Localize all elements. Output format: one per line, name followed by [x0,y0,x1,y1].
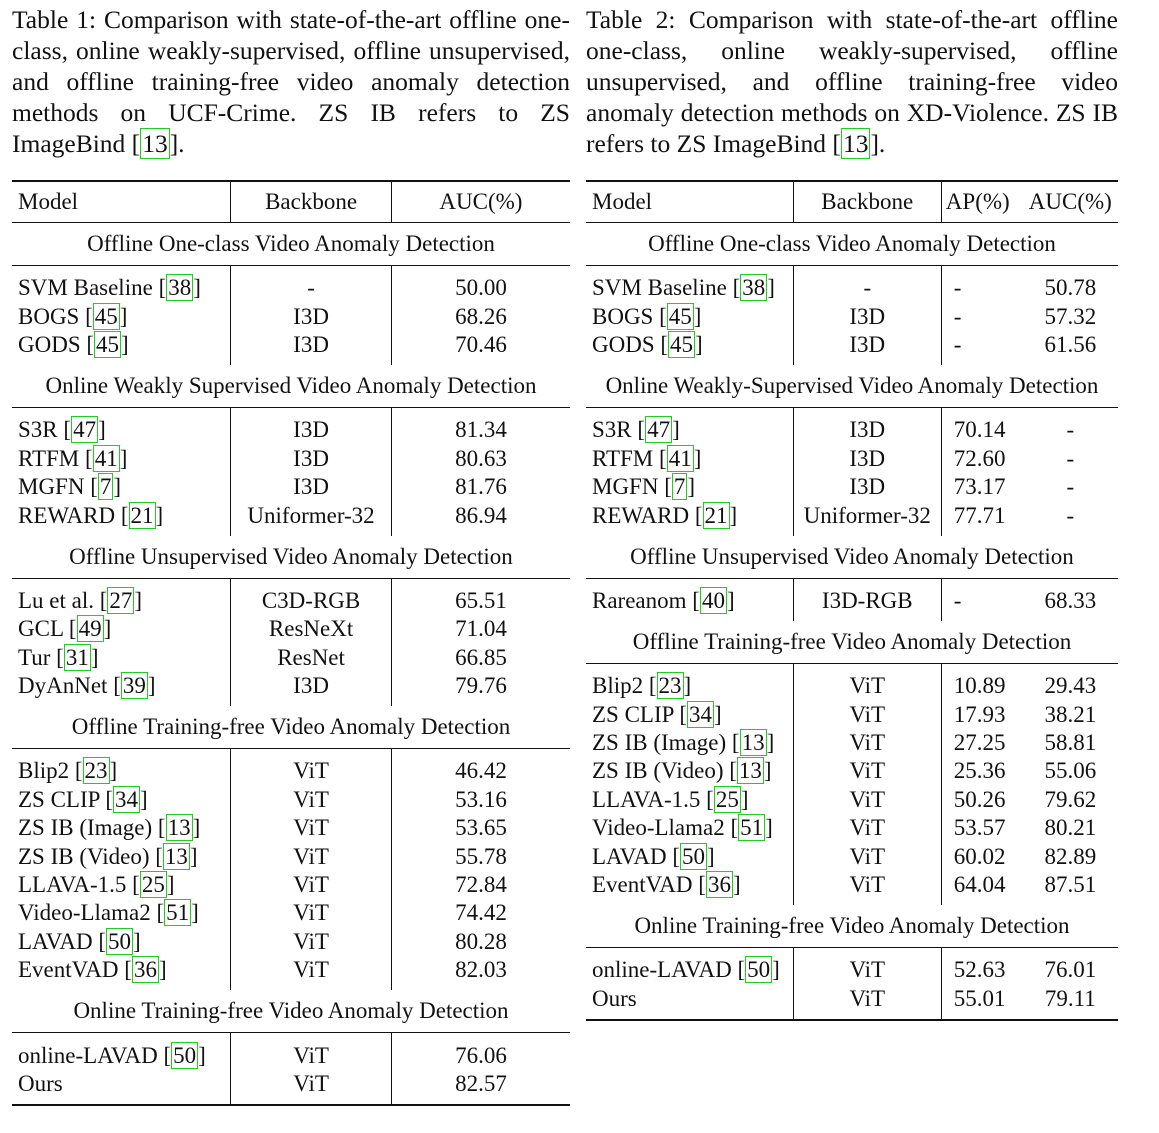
auc-cell: - [1066,474,1075,500]
table-row [586,445,1118,473]
citation-link[interactable]: 39 [122,673,146,699]
table-row [12,1070,570,1105]
citation-link[interactable]: 34 [689,701,712,727]
backbone-cell: Uniformer-32 [793,501,941,535]
model-name: RTFM [18,445,80,471]
backbone-cell: ViT [793,729,941,757]
citation-link[interactable]: 50 [747,957,771,983]
section-title: Offline One-class Video Anomaly Detection [12,223,570,266]
model-name: EventVAD [18,957,119,983]
model-name: DyAnNet [18,673,108,699]
model-cell: LAVAD [50] [592,843,715,869]
auc-cell: - [1066,417,1075,443]
backbone-cell: ViT [793,842,941,870]
citation-link[interactable]: 50 [681,843,705,869]
auc-cell: 81.76 [455,474,507,500]
citation-link[interactable]: 47 [73,417,97,443]
auc-cell: 29.43 [1044,673,1097,699]
table-row [12,749,570,786]
backbone-cell: ViT [231,786,392,814]
citation-link[interactable]: 47 [647,417,671,443]
model-cell: GODS [45] [592,331,703,357]
auc-cell: 68.26 [455,303,507,329]
backbone-cell: ViT [231,1070,392,1105]
auc-cell: 87.51 [1044,872,1097,898]
backbone-cell: ViT [231,749,392,786]
citation-link[interactable]: 45 [668,303,692,329]
model-cell: MGFN [7] [18,474,122,500]
citation-link[interactable]: 23 [658,673,682,699]
auc-cell: 68.33 [1044,587,1097,613]
citation-link[interactable]: 21 [704,502,728,528]
ap-cell: - [953,303,962,329]
section-title: Online Training-free Video Anomaly Detection [586,905,1118,948]
table-row [586,985,1118,1020]
model-name: Blip2 [18,758,70,784]
auc-cell: 53.65 [455,815,507,841]
ap-cell: - [953,275,962,301]
table-row [12,956,570,990]
model-name: GODS [592,331,655,357]
citation-link[interactable]: 49 [78,616,102,642]
table-row [12,786,570,814]
citation-link[interactable]: 27 [109,587,133,613]
model-name: ZS CLIP [18,786,100,812]
header-row [12,181,570,223]
table-row [12,1033,570,1070]
table2-caption-ref-link[interactable]: 13 [842,129,869,158]
model-name: ZS IB (Video) [592,758,724,784]
auc-cell: 82.57 [391,1070,570,1105]
auc-cell: 81.34 [455,417,507,443]
header-row [586,181,1118,223]
model-name: Ours [592,985,637,1011]
table-row [12,814,570,842]
backbone-cell: I3D-RGB [793,578,941,621]
auc-cell: - [1066,445,1075,471]
table1-caption-ref-link[interactable]: 13 [142,129,168,158]
model-cell [12,1070,231,1105]
ap-cell: 27.25 [953,730,1006,756]
table-row [12,672,570,706]
model-cell: ZS IB (Video) [13] [592,758,772,784]
table-row [12,266,570,303]
column-header: AUC(%) [1023,181,1118,223]
citation-link[interactable]: 34 [115,786,138,812]
ap-cell: 53.57 [953,815,1006,841]
model-name: Video-Llama2 [18,900,151,926]
table-row [586,664,1118,701]
model-cell: GODS [45] [18,331,129,357]
backbone-cell: ViT [793,664,941,701]
auc-cell: 50.78 [1044,275,1097,301]
model-cell: LLAVA-1.5 [25] [592,786,749,812]
table-row [586,408,1118,445]
ap-cell: 55.01 [941,985,1022,1020]
model-name: MGFN [592,474,659,500]
citation-link[interactable]: 51 [166,900,190,926]
section-title: Offline Unsupervised Video Anomaly Detection [586,536,1118,579]
model-cell: RTFM [41] [18,445,128,471]
table-row [12,871,570,899]
model-name: LLAVA-1.5 [18,872,127,898]
table-row [586,729,1118,757]
model-cell: BOGS [45] [18,303,128,329]
auc-cell: 82.89 [1044,843,1097,869]
model-name: Blip2 [592,673,644,699]
table-row [586,871,1118,905]
auc-cell: 82.03 [455,957,507,983]
backbone-cell: Uniformer-32 [231,501,392,535]
ap-cell: - [953,331,962,357]
section-title: Offline Unsupervised Video Anomaly Detection [12,536,570,579]
ap-cell: 77.71 [953,502,1006,528]
ap-cell: 25.36 [953,758,1006,784]
section-header-row [12,706,570,749]
model-cell: SVM Baseline [38] [18,275,201,301]
backbone-cell: I3D [231,473,392,501]
ap-cell: - [953,587,962,613]
table2 [586,180,1118,1021]
citation-link[interactable]: 36 [707,872,731,898]
model-name: online-LAVAD [592,957,732,983]
backbone-cell: I3D [793,331,941,365]
model-name: LAVAD [18,928,93,954]
backbone-cell: ViT [793,786,941,814]
auc-cell: 76.01 [1044,957,1097,983]
model-name: MGFN [18,474,85,500]
column-header: Model [12,181,231,223]
backbone-cell: ViT [231,1033,392,1070]
auc-cell: 71.04 [455,616,507,642]
table-row [12,644,570,672]
section-title: Online Weakly Supervised Video Anomaly Detection [12,365,570,408]
backbone-cell: ViT [793,757,941,785]
model-name: Ours [18,1071,63,1096]
column-header: Backbone [231,181,392,223]
ap-cell: 73.17 [953,474,1006,500]
backbone-cell: ViT [231,956,392,990]
ap-cell: 72.60 [953,445,1006,471]
section-title: Online Training-free Video Anomaly Detection [12,990,570,1033]
backbone-cell: ViT [231,899,392,927]
auc-cell: 55.78 [455,843,507,869]
citation-link[interactable]: 25 [715,786,739,812]
table-row [586,473,1118,501]
section-header-row [586,621,1118,664]
model-cell: GCL [49] [18,616,112,642]
model-name: LAVAD [592,843,667,869]
model-cell: S3R [47] [592,417,680,443]
auc-cell: 79.62 [1044,786,1097,812]
auc-cell: 74.42 [455,900,507,926]
table-row [586,948,1118,985]
auc-cell: 72.84 [455,872,507,898]
model-name: RTFM [592,445,654,471]
table1-caption [12,4,570,159]
section-title: Offline Training-free Video Anomaly Detection [12,706,570,749]
model-name: ZS IB (Image) [592,730,727,756]
model-name: REWARD [18,502,116,528]
backbone-cell: ViT [793,814,941,842]
citation-link[interactable]: 36 [133,957,157,983]
backbone-cell: C3D-RGB [231,578,392,615]
ap-cell: 70.14 [953,417,1006,443]
model-cell: RTFM [41] [592,445,702,471]
table2-caption [586,4,1118,159]
backbone-cell: ViT [793,871,941,905]
citation-link[interactable]: 31 [65,644,89,670]
backbone-cell: ViT [793,948,941,985]
table2-column [586,0,1118,1011]
model-cell: BOGS [45] [592,303,702,329]
auc-cell: 65.51 [455,587,507,613]
model-cell: REWARD [21] [18,502,164,528]
table1-caption-text: Table 1: Comparison with state-of-the-art offline one-class, online weakly-supervised, offline unsupervised, and offline training-free video anomaly detection methods on UCF-Crime. ZS IB refers to ZS ImageBind [ [12,5,570,158]
model-cell: Lu et al. [27] [18,587,143,613]
table-row [12,408,570,445]
model-cell: EventVAD [36] [592,872,741,898]
backbone-cell: I3D [231,331,392,365]
model-cell: ZS CLIP [34] [592,701,722,727]
citation-link[interactable]: 25 [141,872,165,898]
column-header: AP(%) [941,181,1022,223]
model-name: LLAVA-1.5 [592,786,701,812]
model-cell: S3R [47] [18,417,106,443]
auc-cell: 61.56 [1044,331,1097,357]
backbone-cell: I3D [793,302,941,330]
model-cell: EventVAD [36] [18,957,167,983]
model-cell: ZS CLIP [34] [18,786,148,812]
table2-caption-end: ]. [870,129,886,158]
auc-cell: 53.16 [455,786,507,812]
table1 [12,180,570,1106]
citation-link[interactable]: 23 [84,758,108,784]
model-name: ZS CLIP [592,701,674,727]
backbone-cell: ViT [231,842,392,870]
backbone-cell: I3D [231,672,392,706]
section-header-row [586,905,1118,948]
table-row [586,578,1118,621]
section-header-row [12,365,570,408]
table-row [12,302,570,330]
section-title: Offline Training-free Video Anomaly Detection [586,621,1118,664]
model-cell: online-LAVAD [50] [592,957,780,983]
backbone-cell: ResNeXt [231,615,392,643]
section-title: Online Weakly-Supervised Video Anomaly Detection [586,365,1118,408]
table-row [12,899,570,927]
auc-cell: 38.21 [1044,701,1097,727]
model-cell: ZS IB (Video) [13] [18,843,198,869]
table-row [586,266,1118,303]
auc-cell: 58.81 [1044,730,1097,756]
backbone-cell: I3D [793,445,941,473]
section-header-row [12,223,570,266]
model-cell: online-LAVAD [50] [18,1042,206,1068]
backbone-cell: I3D [231,445,392,473]
citation-link[interactable]: 40 [701,587,725,613]
model-cell: ZS IB (Image) [13] [18,815,201,841]
model-cell: LAVAD [50] [18,928,141,954]
model-name: BOGS [592,303,654,329]
table-row [12,615,570,643]
table-row [12,928,570,956]
model-cell: Tur [31] [18,644,99,670]
model-cell: Blip2 [23] [18,758,118,784]
citation-link[interactable]: 21 [130,502,154,528]
backbone-cell: ViT [793,701,941,729]
table1-caption-end: ]. [169,129,185,158]
model-name: EventVAD [592,872,693,898]
auc-cell: 79.11 [1023,985,1118,1020]
model-name: GCL [18,616,64,642]
model-name: S3R [592,417,632,443]
ap-cell: 50.26 [953,786,1006,812]
column-header: Model [586,181,793,223]
citation-link[interactable]: 41 [94,445,118,471]
table-row [586,842,1118,870]
model-name: S3R [18,417,58,443]
table1-column [12,0,570,1096]
auc-cell: 80.28 [455,928,507,954]
citation-link[interactable]: 7 [673,474,686,500]
backbone-cell: I3D [231,302,392,330]
model-name: GODS [18,331,81,357]
table-row [586,302,1118,330]
model-name: Rareanom [592,587,687,613]
auc-cell: 79.76 [455,673,507,699]
column-header: AUC(%) [391,181,570,223]
backbone-cell: - [231,266,392,303]
citation-link[interactable]: 41 [668,445,692,471]
table-row [12,445,570,473]
backbone-cell: ViT [231,814,392,842]
section-header-row [586,536,1118,579]
section-title: Offline One-class Video Anomaly Detection [586,223,1118,266]
ap-cell: 52.63 [953,957,1006,983]
auc-cell: 70.46 [455,331,507,357]
auc-cell: 80.21 [1044,815,1097,841]
auc-cell: 80.63 [455,445,507,471]
model-name: SVM Baseline [592,275,727,301]
section-header-row [12,536,570,579]
citation-link[interactable]: 45 [94,303,118,329]
backbone-cell: ViT [231,871,392,899]
model-cell: ZS IB (Image) [13] [592,730,775,756]
model-cell: REWARD [21] [592,502,738,528]
section-header-row [12,990,570,1033]
auc-cell: 55.06 [1044,758,1097,784]
citation-link[interactable]: 50 [173,1042,197,1068]
backbone-cell: I3D [793,473,941,501]
backbone-cell: I3D [793,408,941,445]
citation-link[interactable]: 13 [164,843,188,869]
backbone-cell: ViT [793,985,941,1020]
model-name: Tur [18,644,51,670]
model-name: ZS IB (Image) [18,815,153,841]
model-cell: LLAVA-1.5 [25] [18,872,175,898]
ap-cell: 10.89 [953,673,1006,699]
table-row [586,701,1118,729]
table-row [12,501,570,535]
ap-cell: 17.93 [953,701,1006,727]
auc-cell: 50.00 [455,275,507,301]
model-cell: SVM Baseline [38] [592,275,775,301]
table-row [12,578,570,615]
citation-link[interactable]: 7 [99,474,112,500]
table-row [586,331,1118,365]
citation-link[interactable]: 13 [167,815,191,841]
model-cell [586,985,793,1020]
backbone-cell: I3D [231,408,392,445]
table2-caption-text: Table 2: Comparison with state-of-the-art offline one-class, online weakly-supervised, offline unsupervised, and offline training-free video anomaly detection methods on XD-Violence. ZS IB refers to ZS ImageBind [ [586,5,1118,158]
model-cell: DyAnNet [39] [18,673,156,699]
table-row [12,842,570,870]
auc-cell: 57.32 [1044,303,1097,329]
model-name: Lu et al. [18,587,94,613]
citation-link[interactable]: 45 [96,331,120,357]
citation-link[interactable]: 13 [741,730,765,756]
auc-cell: 66.85 [455,644,507,670]
table-row [12,473,570,501]
section-header-row [586,223,1118,266]
model-name: BOGS [18,303,80,329]
table-row [586,786,1118,814]
model-cell: Video-Llama2 [51] [18,900,199,926]
table-row [12,331,570,365]
citation-link[interactable]: 13 [738,758,762,784]
table-row [586,501,1118,535]
auc-cell: - [1066,502,1075,528]
auc-cell: 46.42 [455,758,507,784]
citation-link[interactable]: 38 [742,275,766,301]
citation-link[interactable]: 51 [740,815,764,841]
citation-link[interactable]: 45 [670,331,694,357]
model-cell: Video-Llama2 [51] [592,815,773,841]
model-cell: MGFN [7] [592,474,696,500]
auc-cell: 86.94 [455,502,507,528]
auc-cell: 76.06 [455,1042,507,1068]
model-name: SVM Baseline [18,275,153,301]
model-cell: Blip2 [23] [592,673,692,699]
citation-link[interactable]: 50 [107,928,131,954]
model-name: Video-Llama2 [592,815,725,841]
table-row [586,814,1118,842]
model-name: online-LAVAD [18,1042,158,1068]
ap-cell: 64.04 [953,872,1006,898]
table-row [586,757,1118,785]
model-name: ZS IB (Video) [18,843,150,869]
section-header-row [586,365,1118,408]
backbone-cell: ResNet [231,644,392,672]
model-cell: Rareanom [40] [592,587,735,613]
citation-link[interactable]: 38 [168,275,192,301]
ap-cell: 60.02 [953,843,1006,869]
model-name: REWARD [592,502,690,528]
backbone-cell: - [793,266,941,303]
backbone-cell: ViT [231,928,392,956]
column-header: Backbone [793,181,941,223]
